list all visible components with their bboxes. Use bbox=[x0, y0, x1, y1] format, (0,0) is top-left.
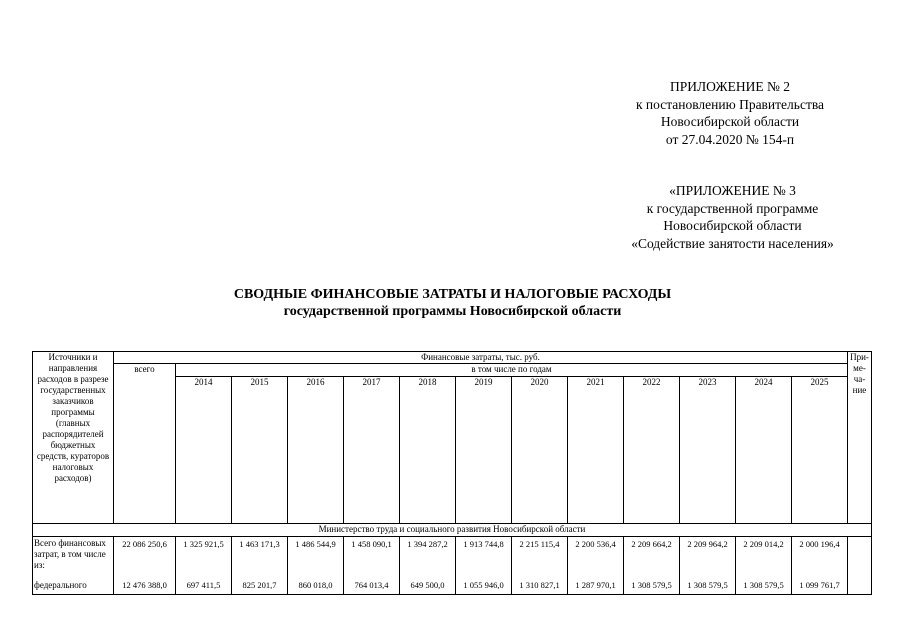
year-header-cell: 2024 bbox=[736, 377, 792, 524]
federal-value: 1 287 970,1 bbox=[575, 580, 616, 590]
federal-value: 1 099 761,7 bbox=[799, 580, 840, 590]
appendix-program-line: «Содействие занятости населения» bbox=[631, 235, 834, 251]
appendix-main-line: Новосибирской области bbox=[660, 114, 800, 129]
year-header-cell: 2015 bbox=[232, 377, 288, 524]
appendix-program-header bbox=[600, 182, 865, 252]
value-cell bbox=[288, 537, 344, 595]
row-label-cell bbox=[33, 537, 114, 595]
total-value: 2 000 196,4 bbox=[799, 539, 840, 549]
federal-value: 1 055 946,0 bbox=[463, 580, 504, 590]
value-cell bbox=[232, 537, 288, 595]
federal-value: 1 310 827,1 bbox=[519, 580, 560, 590]
total-value: 1 463 171,3 bbox=[239, 539, 280, 549]
value-cell bbox=[624, 537, 680, 595]
year-header-cell: 2017 bbox=[344, 377, 400, 524]
value-cell bbox=[176, 537, 232, 595]
financial-table bbox=[32, 351, 872, 595]
total-value: 1 394 287,2 bbox=[407, 539, 448, 549]
federal-value: 1 308 579,5 bbox=[631, 580, 672, 590]
federal-value: 764 013,4 bbox=[354, 580, 389, 590]
title-line-2: государственной программы Новосибирской области bbox=[283, 304, 622, 319]
total-value: 1 458 090,1 bbox=[351, 539, 392, 549]
value-cell bbox=[736, 537, 792, 595]
year-header-cell: 2018 bbox=[400, 377, 456, 524]
note-header-cell: При-ме-ча-ние bbox=[848, 352, 872, 524]
year-header-cell: 2025 bbox=[792, 377, 848, 524]
ministry-row: Министерство труда и социального развития Новосибирской области bbox=[33, 524, 872, 537]
value-cell bbox=[400, 537, 456, 595]
total-value: 2 209 014,2 bbox=[743, 539, 784, 549]
row-label-total: Всего финансовых затрат, в том числе из: bbox=[34, 538, 106, 570]
value-cell bbox=[344, 537, 400, 595]
document-title bbox=[0, 286, 905, 320]
year-header-cell: 2014 bbox=[176, 377, 232, 524]
value-cell bbox=[114, 537, 176, 595]
row-label-federal: федерального bbox=[34, 580, 87, 590]
federal-value: 12 476 388,0 bbox=[122, 580, 167, 590]
value-cell bbox=[456, 537, 512, 595]
note-cell bbox=[848, 537, 872, 595]
appendix-main-line: ПРИЛОЖЕНИЕ № 2 bbox=[669, 79, 791, 94]
total-value: 2 209 964,2 bbox=[687, 539, 728, 549]
federal-value: 697 411,5 bbox=[186, 580, 221, 590]
total-value: 2 200 536,4 bbox=[575, 539, 616, 549]
federal-value: 825 201,7 bbox=[242, 580, 277, 590]
federal-value: 860 018,0 bbox=[298, 580, 333, 590]
total-header-cell: всего bbox=[114, 364, 176, 524]
federal-value: 1 308 579,5 bbox=[743, 580, 784, 590]
total-value: 1 325 921,5 bbox=[183, 539, 224, 549]
year-header-cell: 2022 bbox=[624, 377, 680, 524]
year-header-cell: 2020 bbox=[512, 377, 568, 524]
appendix-main-line: к постановлению Правительства bbox=[635, 96, 825, 112]
total-value: 1 486 544,9 bbox=[295, 539, 336, 549]
appendix-main-header bbox=[610, 78, 850, 148]
year-header-cell: 2021 bbox=[568, 377, 624, 524]
years-header-cell: в том числе по годам bbox=[176, 364, 848, 377]
value-cell bbox=[512, 537, 568, 595]
total-value: 2 209 664,2 bbox=[631, 539, 672, 549]
total-value: 2 215 115,4 bbox=[519, 539, 560, 549]
source-header-cell: Источники и направления расходов в разрезе государственных заказчиков программы (главных распорядителей бюджетных средств, кураторов налоговых расходов) bbox=[33, 352, 114, 524]
title-line-1: СВОДНЫЕ ФИНАНСОВЫЕ ЗАТРАТЫ И НАЛОГОВЫЕ РАСХОДЫ bbox=[233, 287, 672, 302]
federal-value: 649 500,0 bbox=[410, 580, 445, 590]
value-cell bbox=[568, 537, 624, 595]
fin-header-cell: Финансовые затраты, тыс. руб. bbox=[114, 352, 848, 364]
federal-value: 1 308 579,5 bbox=[687, 580, 728, 590]
appendix-program-line: к государственной программе bbox=[646, 200, 819, 216]
appendix-program-line: «ПРИЛОЖЕНИЕ № 3 bbox=[669, 183, 796, 198]
year-header-cell: 2016 bbox=[288, 377, 344, 524]
value-cell bbox=[680, 537, 736, 595]
total-value: 1 913 744,8 bbox=[463, 539, 504, 549]
year-header-cell: 2019 bbox=[456, 377, 512, 524]
year-header-cell: 2023 bbox=[680, 377, 736, 524]
value-cell bbox=[792, 537, 848, 595]
appendix-program-line: Новосибирской области bbox=[663, 218, 802, 233]
total-value: 22 086 250,6 bbox=[122, 539, 167, 549]
appendix-main-line: от 27.04.2020 № 154-п bbox=[665, 131, 795, 147]
